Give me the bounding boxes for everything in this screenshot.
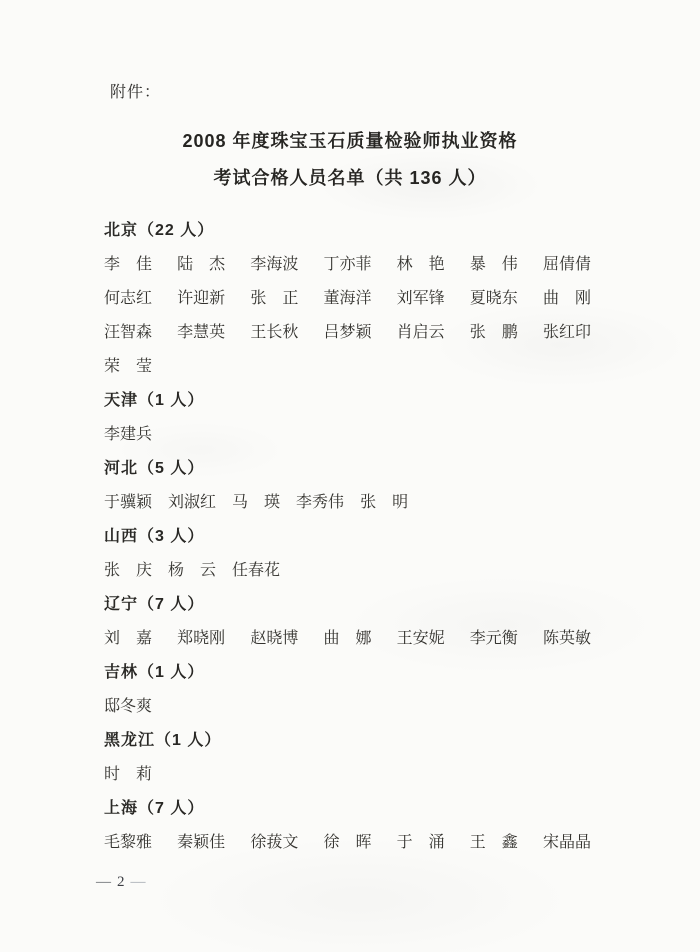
person-name: 吕梦颖 bbox=[323, 324, 372, 341]
person-name: 李元衡 bbox=[469, 630, 518, 647]
page-number-value: 2 bbox=[117, 874, 127, 890]
section-header: 河北（5 人） bbox=[104, 460, 205, 477]
province-section bbox=[104, 596, 591, 648]
person-name: 刘淑红 bbox=[168, 494, 217, 511]
name-row bbox=[104, 698, 591, 716]
province-section bbox=[104, 222, 591, 376]
person-name: 董海洋 bbox=[323, 290, 372, 307]
province-section bbox=[104, 800, 591, 852]
person-name: 王 鑫 bbox=[469, 834, 518, 851]
person-name: 汪智森 bbox=[104, 324, 153, 341]
section-header: 北京（22 人） bbox=[104, 222, 215, 239]
province-section bbox=[104, 392, 591, 444]
person-name: 杨 云 bbox=[168, 562, 217, 579]
name-row bbox=[104, 426, 591, 444]
document-title-line1: 2008 年度珠宝玉石质量检验师执业资格 bbox=[182, 131, 518, 151]
person-name: 曲 娜 bbox=[323, 630, 372, 647]
person-name: 张 鹏 bbox=[469, 324, 518, 341]
person-name: 徐 晖 bbox=[323, 834, 372, 851]
name-row bbox=[104, 290, 591, 308]
person-name: 屈倩倩 bbox=[542, 256, 591, 273]
person-name: 邸冬爽 bbox=[104, 698, 153, 715]
section-header: 山西（3 人） bbox=[104, 528, 205, 545]
section-header: 吉林（1 人） bbox=[104, 664, 205, 681]
attachment-label: 附件： bbox=[110, 84, 162, 101]
document-title-line2: 考试合格人员名单（共 136 人） bbox=[213, 168, 487, 188]
province-section bbox=[104, 664, 591, 716]
province-section bbox=[104, 460, 591, 512]
person-name: 王长秋 bbox=[250, 324, 299, 341]
person-name: 李 佳 bbox=[104, 256, 153, 273]
person-name: 肖启云 bbox=[396, 324, 445, 341]
person-name: 许迎新 bbox=[177, 290, 226, 307]
person-name: 秦颖佳 bbox=[177, 834, 226, 851]
province-section bbox=[104, 528, 591, 580]
name-row bbox=[104, 358, 591, 376]
name-row bbox=[104, 562, 591, 580]
person-name: 丁亦菲 bbox=[323, 256, 372, 273]
section-header: 黑龙江（1 人） bbox=[104, 732, 222, 749]
name-row bbox=[104, 256, 591, 274]
name-row bbox=[104, 834, 591, 852]
page-number-right-dash: — bbox=[130, 874, 148, 890]
person-name: 张 正 bbox=[250, 290, 299, 307]
name-row bbox=[104, 494, 591, 512]
page-number-left-dash: — bbox=[96, 874, 113, 890]
person-name: 张 明 bbox=[360, 494, 409, 511]
section-header: 辽宁（7 人） bbox=[104, 596, 205, 613]
person-name: 荣 莹 bbox=[104, 358, 153, 375]
name-row bbox=[104, 630, 591, 648]
person-name: 张 庆 bbox=[104, 562, 153, 579]
person-name: 李海波 bbox=[250, 256, 299, 273]
person-name: 林 艳 bbox=[396, 256, 445, 273]
person-name: 张红印 bbox=[542, 324, 591, 341]
person-name: 宋晶晶 bbox=[542, 834, 591, 851]
person-name: 何志红 bbox=[104, 290, 153, 307]
person-name: 李慧英 bbox=[177, 324, 226, 341]
person-name: 暴 伟 bbox=[469, 256, 518, 273]
person-name: 赵晓博 bbox=[250, 630, 299, 647]
person-name: 于 涌 bbox=[396, 834, 445, 851]
person-name: 王安妮 bbox=[396, 630, 445, 647]
person-name: 夏晓东 bbox=[469, 290, 518, 307]
person-name: 陆 杰 bbox=[177, 256, 226, 273]
person-name: 陈英敏 bbox=[542, 630, 591, 647]
section-header: 上海（7 人） bbox=[104, 800, 205, 817]
document-title bbox=[0, 123, 700, 197]
person-name: 李建兵 bbox=[104, 426, 153, 443]
person-name: 李秀伟 bbox=[296, 494, 345, 511]
province-section bbox=[104, 732, 591, 784]
section-header: 天津（1 人） bbox=[104, 392, 205, 409]
person-name: 刘军锋 bbox=[396, 290, 445, 307]
person-name: 于骥颖 bbox=[104, 494, 153, 511]
person-name: 曲 刚 bbox=[542, 290, 591, 307]
sections-container bbox=[104, 222, 591, 868]
person-name: 毛黎雅 bbox=[104, 834, 153, 851]
person-name: 刘 嘉 bbox=[104, 630, 153, 647]
name-row bbox=[104, 324, 591, 342]
page-number bbox=[96, 873, 148, 891]
person-name: 郑晓刚 bbox=[177, 630, 226, 647]
person-name: 徐菝文 bbox=[250, 834, 299, 851]
person-name: 时 莉 bbox=[104, 766, 153, 783]
person-name: 任春花 bbox=[232, 562, 281, 579]
name-row bbox=[104, 766, 591, 784]
person-name: 马 瑛 bbox=[232, 494, 281, 511]
